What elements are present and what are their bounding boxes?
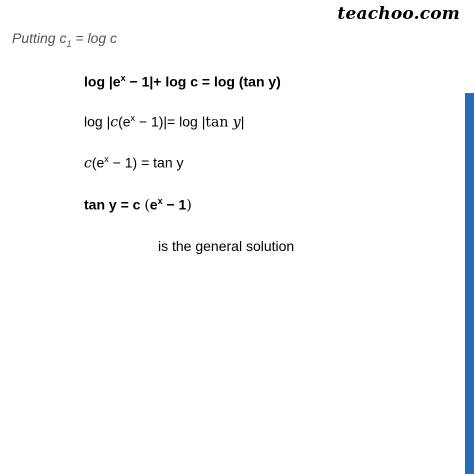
- eq1-part-a: log |e: [84, 73, 121, 90]
- eq3-part-b: (e: [91, 154, 105, 171]
- eq4-part-a: tan y = c: [84, 196, 145, 213]
- eq4-exponent: x: [157, 196, 163, 206]
- eq1-part-b: − 1|+ log c = log (tan y): [125, 73, 281, 90]
- eq2-tan: tan: [205, 114, 233, 131]
- teachoo-logo: teachoo.com: [337, 4, 460, 24]
- eq2-exponent: x: [130, 113, 136, 123]
- conclusion-text: is the general solution: [158, 238, 295, 254]
- equation-line-2: [84, 113, 244, 131]
- intro-subscript: 1: [66, 38, 72, 49]
- eq4-part-b: e: [149, 196, 158, 213]
- eq3-exponent: x: [104, 154, 109, 164]
- eq3-part-d: − 1) = tan y: [108, 154, 184, 171]
- eq2-part-b: (e: [118, 113, 131, 130]
- eq4-part-d: − 1: [162, 196, 187, 213]
- eq2-part-a: log |: [84, 113, 111, 130]
- equation-line-4: [84, 196, 192, 214]
- eq2-constant-c: c: [110, 114, 119, 131]
- eq1-exponent: x: [120, 73, 126, 83]
- eq2-part-d: − 1)|= log |: [135, 113, 206, 130]
- accent-bar: [465, 93, 474, 474]
- eq2-variable-y: y: [232, 114, 241, 131]
- intro-suffix: = log c: [71, 30, 118, 46]
- equation-line-1: [84, 73, 281, 90]
- intro-prefix: Putting c: [12, 30, 67, 46]
- eq4-paren-open: (: [144, 197, 150, 214]
- eq4-paren-close: ): [186, 197, 192, 214]
- equation-line-3: [84, 154, 184, 172]
- eq3-constant-c: c: [84, 155, 92, 172]
- intro-text: [12, 30, 117, 49]
- eq2-end: |: [240, 113, 245, 130]
